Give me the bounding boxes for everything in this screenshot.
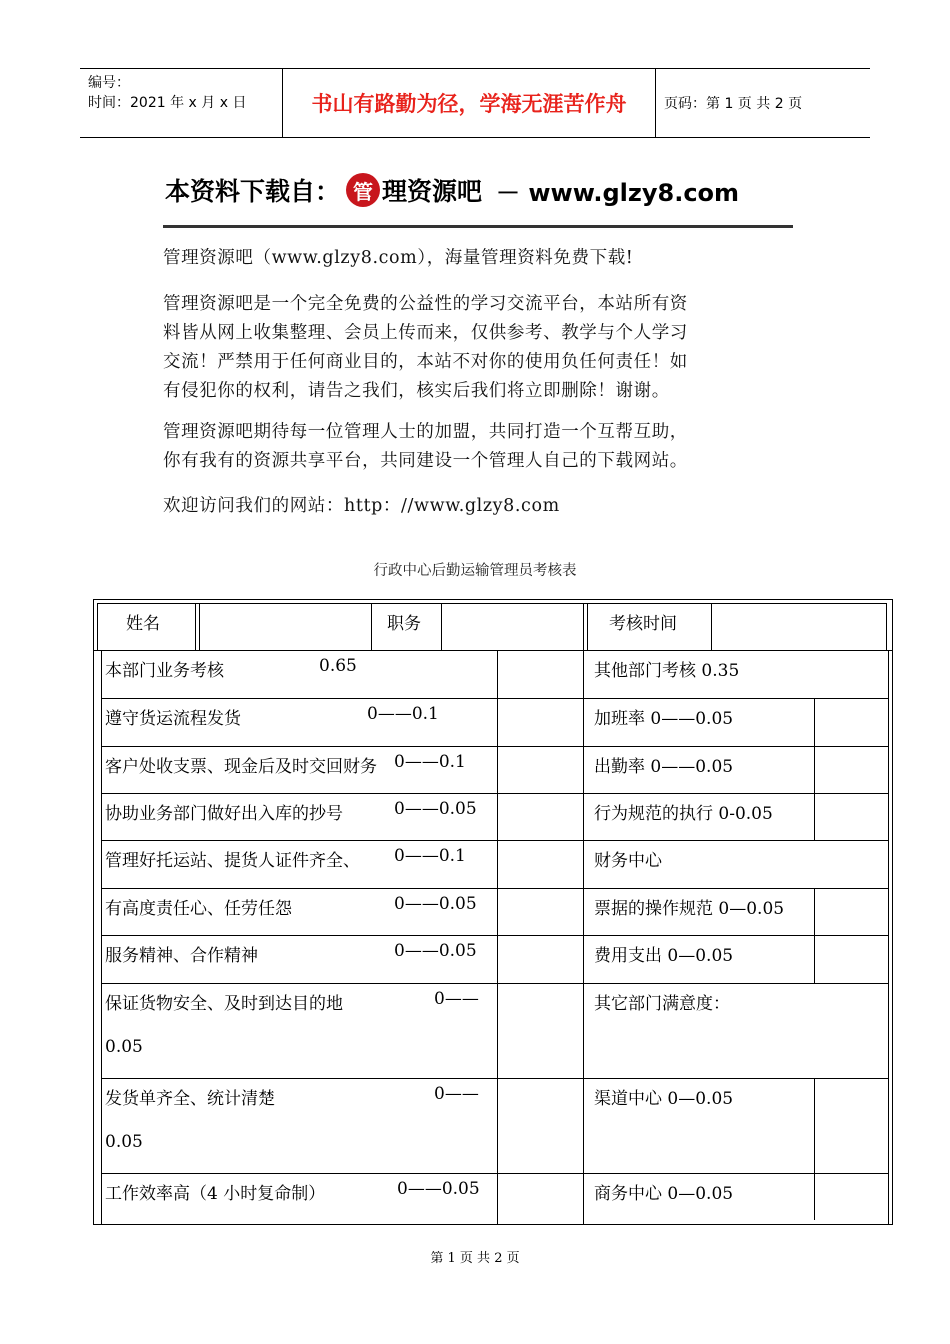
page-footer: 第 1 页 共 2 页 xyxy=(430,1251,520,1266)
table-col-divider xyxy=(101,650,102,1224)
criteria-score: 0——0.05 xyxy=(394,799,477,819)
table-col-divider xyxy=(371,603,372,650)
logo-icon: 管 xyxy=(346,173,380,207)
intro-line: 交流！严禁用于任何商业目的，本站不对你的使用负任何责任！如 xyxy=(163,352,688,372)
other-criteria-item: 加班率 0——0.05 xyxy=(594,709,734,729)
table-col-divider xyxy=(441,603,442,650)
other-criteria-item: 财务中心 xyxy=(594,851,662,871)
criteria-item: 服务精神、合作精神 xyxy=(105,946,258,966)
score-input-cell[interactable] xyxy=(499,794,581,839)
score-input-cell[interactable] xyxy=(499,651,581,697)
table-row-divider xyxy=(101,983,889,984)
criteria-score: 0—— xyxy=(434,1084,479,1104)
banner-divider xyxy=(163,225,793,228)
doc-number-label: 编号： xyxy=(88,75,130,91)
table-col-divider xyxy=(711,603,712,650)
criteria-item: 本部门业务考核 xyxy=(105,661,224,681)
header-motto-cell xyxy=(282,69,656,137)
table-row-divider xyxy=(101,888,889,889)
banner-url: － www.glzy8.com xyxy=(496,178,740,207)
criteria-score: 0——0.05 xyxy=(397,1179,480,1199)
other-criteria-item: 其他部门考核 0.35 xyxy=(594,661,740,681)
score-input-cell[interactable] xyxy=(499,747,581,792)
table-row-divider xyxy=(101,1078,889,1079)
other-criteria-item: 其它部门满意度： xyxy=(594,994,730,1014)
criteria-item: 遵守货运流程发货 xyxy=(105,709,241,729)
table-col-divider xyxy=(587,603,588,650)
table-row-divider xyxy=(101,840,889,841)
score-input-cell[interactable] xyxy=(499,1174,581,1219)
table-col-divider xyxy=(583,650,584,1224)
document-title: 行政中心后勤运输管理员考核表 xyxy=(373,563,577,579)
other-criteria-item: 渠道中心 0—0.05 xyxy=(594,1089,734,1109)
criteria-score: 0——0.1 xyxy=(394,752,466,772)
intro-paragraph-4 xyxy=(163,492,803,521)
name-label: 姓名 xyxy=(126,614,160,634)
criteria-item: 协助业务部门做好出入库的抄号 xyxy=(105,804,343,824)
score-input-cell[interactable] xyxy=(499,841,581,887)
score-input-cell[interactable] xyxy=(499,936,581,982)
header-motto: 书山有路勤为径，学海无涯苦作舟 xyxy=(311,92,627,116)
score-input-cell[interactable] xyxy=(499,1079,581,1172)
intro-line: 管理资源吧期待每一位管理人士的加盟，共同打造一个互帮互助， xyxy=(163,422,688,442)
intro-line: 欢迎访问我们的网站：http：//www.glzy8.com xyxy=(163,496,560,516)
assessment-time-field[interactable] xyxy=(713,604,885,648)
score-input-cell[interactable] xyxy=(816,1079,886,1172)
criteria-score: 0——0.05 xyxy=(394,941,477,961)
source-banner xyxy=(165,170,795,210)
criteria-score: 0—— xyxy=(434,989,479,1009)
banner-prefix: 本资料下载自： xyxy=(165,177,341,206)
table-col-divider xyxy=(497,650,498,1224)
score-input-cell[interactable] xyxy=(816,889,886,934)
table-col-divider xyxy=(814,793,815,840)
score-input-cell[interactable] xyxy=(816,936,886,982)
table-col-divider xyxy=(814,935,815,983)
table-row-divider xyxy=(101,935,889,936)
criteria-item: 发货单齐全、统计清楚 xyxy=(105,1089,275,1109)
table-row-divider xyxy=(101,793,889,794)
criteria-item: 管理好托运站、提货人证件齐全、 xyxy=(105,851,360,871)
other-criteria-item: 商务中心 0—0.05 xyxy=(594,1184,734,1204)
assessment-table xyxy=(93,599,893,1225)
table-col-divider xyxy=(814,888,815,935)
criteria-score: 0——0.1 xyxy=(394,846,466,866)
position-label: 职务 xyxy=(387,614,421,634)
table-inner-border xyxy=(886,603,887,650)
criteria-score: 0.05 xyxy=(105,1132,143,1152)
score-input-cell[interactable] xyxy=(816,794,886,839)
table-row-divider xyxy=(101,746,889,747)
score-input-cell[interactable] xyxy=(499,889,581,934)
criteria-score: 0——0.1 xyxy=(367,704,439,724)
page-header xyxy=(80,68,870,138)
score-input-cell[interactable] xyxy=(499,699,581,745)
score-input-cell[interactable] xyxy=(816,1174,886,1219)
other-criteria-item: 出勤率 0——0.05 xyxy=(594,757,734,777)
score-input-cell[interactable] xyxy=(816,699,886,745)
assessment-time-label: 考核时间 xyxy=(609,614,677,634)
other-criteria-item: 费用支出 0—0.05 xyxy=(594,946,734,966)
banner-site-name: 理资源吧 xyxy=(382,177,483,206)
intro-line: 你有我有的资源共享平台，共同建设一个管理人自己的下载网站。 xyxy=(163,451,688,471)
table-row-divider xyxy=(101,1173,889,1174)
table-col-divider xyxy=(814,746,815,793)
table-row-divider xyxy=(101,698,889,699)
other-criteria-item: 行为规范的执行 0-0.05 xyxy=(594,804,773,824)
other-criteria-item: 票据的操作规范 0—0.05 xyxy=(594,899,785,919)
table-col-divider xyxy=(199,603,200,650)
criteria-item: 有高度责任心、任劳任怨 xyxy=(105,899,292,919)
criteria-item: 保证货物安全、及时到达目的地 xyxy=(105,994,343,1014)
intro-paragraph-1 xyxy=(163,244,803,273)
score-input-cell[interactable] xyxy=(499,984,581,1077)
table-row-divider xyxy=(94,650,892,651)
table-col-divider xyxy=(814,698,815,746)
criteria-score: 0——0.05 xyxy=(394,894,477,914)
header-meta xyxy=(88,73,246,113)
table-col-divider xyxy=(888,650,889,1224)
intro-line: 管理资源吧（www.glzy8.com），海量管理资料免费下载! xyxy=(163,248,634,268)
intro-line: 料皆从网上收集整理、会员上传而来，仅供参考、教学与个人学习 xyxy=(163,323,688,343)
name-field[interactable] xyxy=(202,604,370,648)
table-col-divider xyxy=(195,603,196,650)
criteria-score: 0.65 xyxy=(319,656,357,676)
intro-paragraph-2 xyxy=(163,290,803,406)
table-col-divider xyxy=(814,1078,815,1173)
score-input-cell[interactable] xyxy=(816,747,886,792)
table-col-divider xyxy=(814,1173,815,1220)
doc-time-label: 时间：2021 年 x 月 x 日 xyxy=(88,95,247,111)
header-page-info: 页码：第 1 页 共 2 页 xyxy=(664,96,803,112)
position-field[interactable] xyxy=(443,604,581,648)
table-inner-border xyxy=(97,603,98,650)
intro-line: 管理资源吧是一个完全免费的公益性的学习交流平台，本站所有资 xyxy=(163,294,688,314)
criteria-score: 0.05 xyxy=(105,1037,143,1057)
intro-paragraph-3 xyxy=(163,418,803,476)
criteria-item: 工作效率高（4 小时复命制） xyxy=(105,1184,326,1204)
table-col-divider xyxy=(583,603,584,650)
intro-line: 有侵犯你的权利，请告之我们，核实后我们将立即删除！谢谢。 xyxy=(163,381,670,401)
criteria-item: 客户处收支票、现金后及时交回财务 xyxy=(105,757,377,777)
